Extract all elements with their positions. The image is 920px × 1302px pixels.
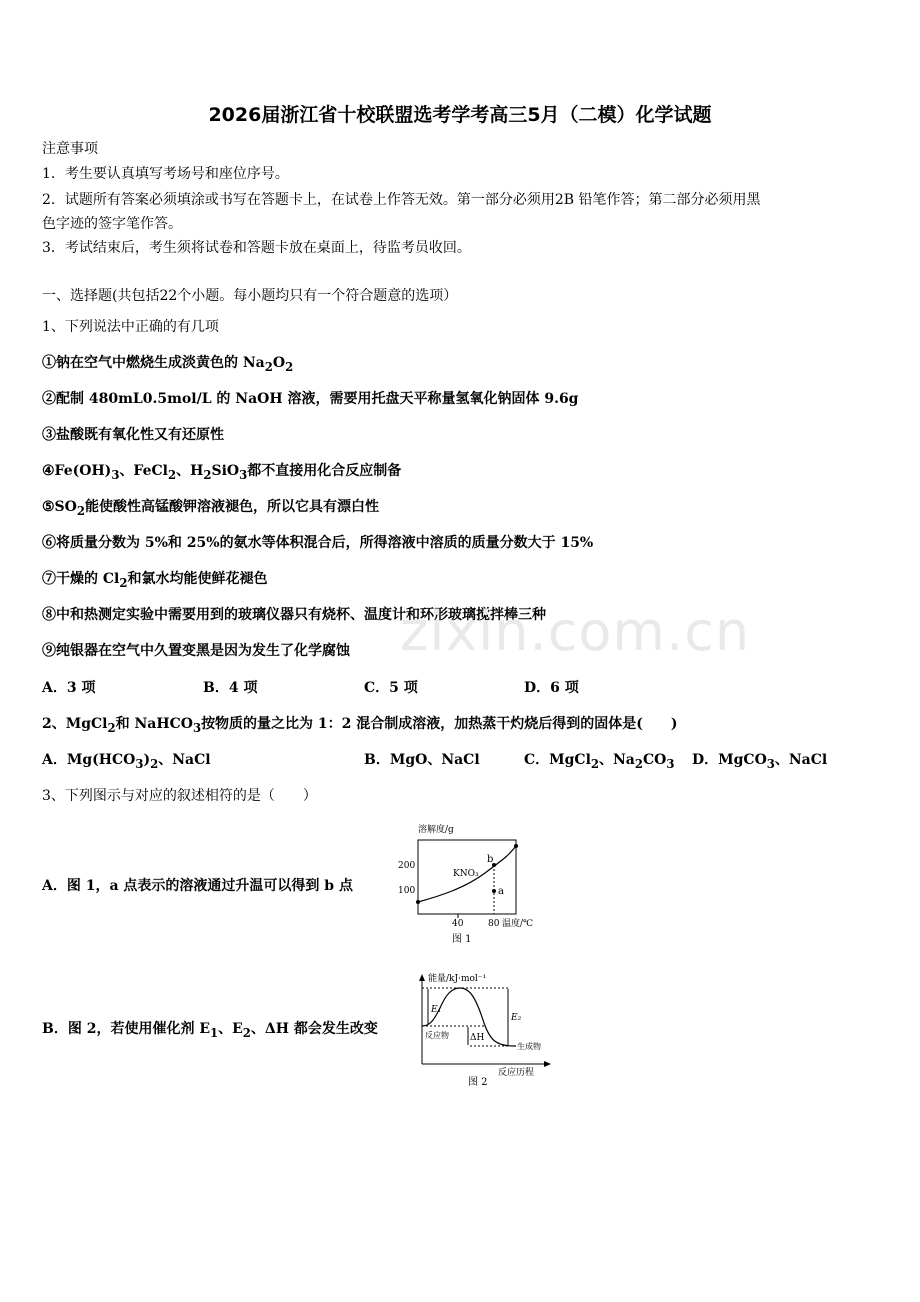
q2-option-a: A．$Mg(HCO_3)_2$、NaCl — [42, 752, 211, 771]
fig2-reactant-label: 反应物 — [425, 1031, 449, 1040]
fig1-xtick-80: 80 — [488, 919, 500, 929]
question-2-stem: 2、MgCl$_2$和 NaHCO$_3$按物质的量之比为 1：2 混合制成溶液，加热蒸干灼烧后得到的固体是( ) — [42, 716, 678, 735]
fig2-e2-label: E₂ — [511, 1013, 522, 1023]
option-c: C．5 项 — [364, 680, 418, 696]
q2-option-c: C．MgCl$_2$、$Na_2CO_3$ — [524, 752, 675, 771]
fig1-curve-end — [514, 844, 518, 848]
fig2-caption: 图 2 — [468, 1077, 488, 1088]
fig1-point-a — [492, 889, 496, 893]
statement-6: ⑥将质量分数为 5%和 25%的氨水等体积混合后，所得溶液中溶质的质量分数大于 15% — [42, 535, 594, 551]
question-1-stem: 1、下列说法中正确的有几项 — [42, 319, 219, 335]
fig1-curve-label: KNO₃ — [453, 869, 479, 879]
fig1-ytick-100: 100 — [398, 886, 416, 896]
option-a: A．3 项 — [42, 680, 96, 696]
q3-option-a: A．图 1，a 点表示的溶液通过升温可以得到 b 点 — [42, 878, 353, 894]
fig1-caption: 图 1 — [452, 934, 472, 945]
section-heading: 一、选择题(共包括22个小题。每小题均只有一个符合题意的选项） — [42, 288, 458, 304]
fig1-label-b: b — [487, 854, 494, 865]
q3-option-b: B．图 2，若使用催化剂 $E_1$、$E_2$、ΔH 都会发生改变 — [42, 1021, 378, 1040]
figure-2 — [410, 968, 560, 1092]
fig1-ytick-200: 200 — [398, 861, 416, 871]
fig2-y-arrow — [419, 974, 425, 981]
fig1-ylabel: 溶解度/g — [418, 825, 454, 835]
statement-8: ⑧中和热测定实验中需要用到的玻璃仪器只有烧杯、温度计和环形玻璃搅拌棒三种 — [42, 607, 546, 623]
fig2-dh-label: ΔH — [470, 1033, 485, 1043]
statement-5: $⑤SO_2$能使酸性高锰酸钾溶液褪色，所以它具有漂白性 — [42, 499, 379, 518]
option-d: D．6 项 — [524, 680, 579, 696]
fig2-ylabel: 能量/kJ·mol⁻¹ — [428, 974, 487, 984]
watermark: zixin.com.cn — [400, 600, 751, 663]
statement-2: ②配制 480mL0.5mol/L 的 NaOH 溶液，需要用托盘天平称量氢氧化钠固体 9.6g — [42, 391, 579, 407]
notice-heading: 注意事项 — [42, 141, 98, 157]
statement-9: ⑨纯银器在空气中久置变黑是因为发生了化学腐蚀 — [42, 643, 350, 659]
notice-item: 色字迹的签字笔作答。 — [42, 216, 182, 232]
fig2-e1-label: E₁ — [431, 1005, 442, 1015]
question-3-stem: 3、下列图示与对应的叙述相符的是（ ） — [42, 788, 317, 804]
statement-7: ⑦干燥的 $Cl_2$和氯水均能使鲜花褪色 — [42, 571, 268, 590]
statement-1: ①钠在空气中燃烧生成淡黄色的 $Na_2O_2$ — [42, 355, 294, 374]
fig2-product-label: 生成物 — [517, 1042, 541, 1051]
notice-item: 3．考试结束后，考生须将试卷和答题卡放在桌面上，待监考员收回。 — [42, 240, 471, 256]
page-title: 2026届浙江省十校联盟选考学考高三5月（二模）化学试题 — [208, 104, 712, 126]
notice-item: 1．考生要认真填写考场号和座位序号。 — [42, 166, 289, 182]
q2-option-b: B．MgO、NaCl — [364, 752, 480, 768]
notice-item: 2．试题所有答案必须填涂或书写在答题卡上，在试卷上作答无效。第一部分必须用2B 铅笔作答；第二部分必须用黑 — [42, 192, 761, 208]
fig1-xtick-40: 40 — [452, 919, 464, 929]
fig1-xlabel: 温度/℃ — [502, 919, 534, 929]
fig1-curve-start — [416, 900, 420, 904]
q2-option-d: D．MgCO$_3$、NaCl — [692, 752, 828, 771]
statement-4: $④Fe(OH)_3$、FeCl$_2$、$H_2SiO_3$都不直接用化合反应制备 — [42, 463, 402, 482]
fig1-label-a: a — [498, 886, 504, 897]
fig2-xlabel: 反应历程 — [498, 1068, 535, 1078]
statement-3: ③盐酸既有氧化性又有还原性 — [42, 427, 224, 443]
fig2-x-arrow — [544, 1061, 551, 1067]
figure-1 — [390, 818, 550, 950]
option-b: B．4 项 — [203, 680, 258, 696]
